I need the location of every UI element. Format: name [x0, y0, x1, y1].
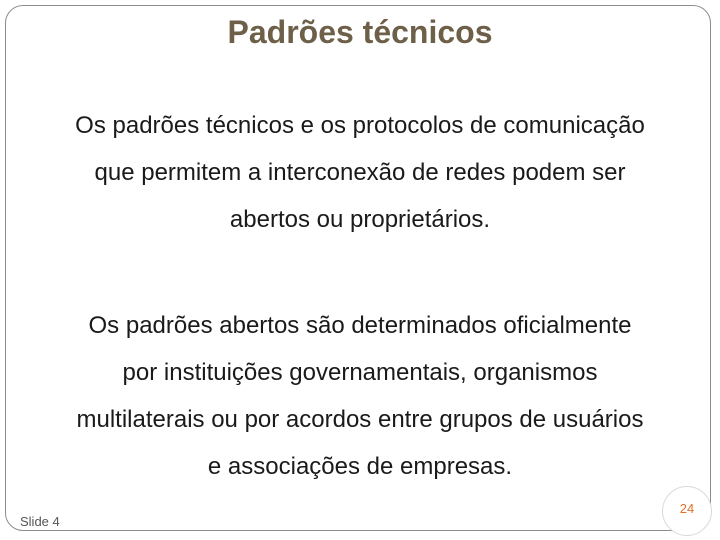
paragraph-line: Os padrões abertos são determinados oficialmente — [88, 312, 632, 339]
paragraph-line: que permitem a interconexão de redes podem ser — [94, 159, 626, 186]
body-paragraph-2 — [10, 302, 710, 490]
body-paragraph-1 — [10, 102, 710, 243]
slide-footer-label: Slide 4 — [20, 514, 60, 529]
paragraph-line: Os padrões técnicos e os protocolos de comunicação — [75, 112, 645, 139]
slide-title: Padrões técnicos — [227, 14, 493, 50]
page-number-badge — [662, 486, 712, 536]
paragraph-line: por instituições governamentais, organismos — [122, 359, 598, 386]
page-number: 24 — [679, 501, 695, 516]
paragraph-line: abertos ou proprietários. — [229, 206, 491, 233]
paragraph-line: multilaterais ou por acordos entre grupos de usuários — [76, 406, 644, 433]
paragraph-line: e associações de empresas. — [207, 453, 513, 480]
